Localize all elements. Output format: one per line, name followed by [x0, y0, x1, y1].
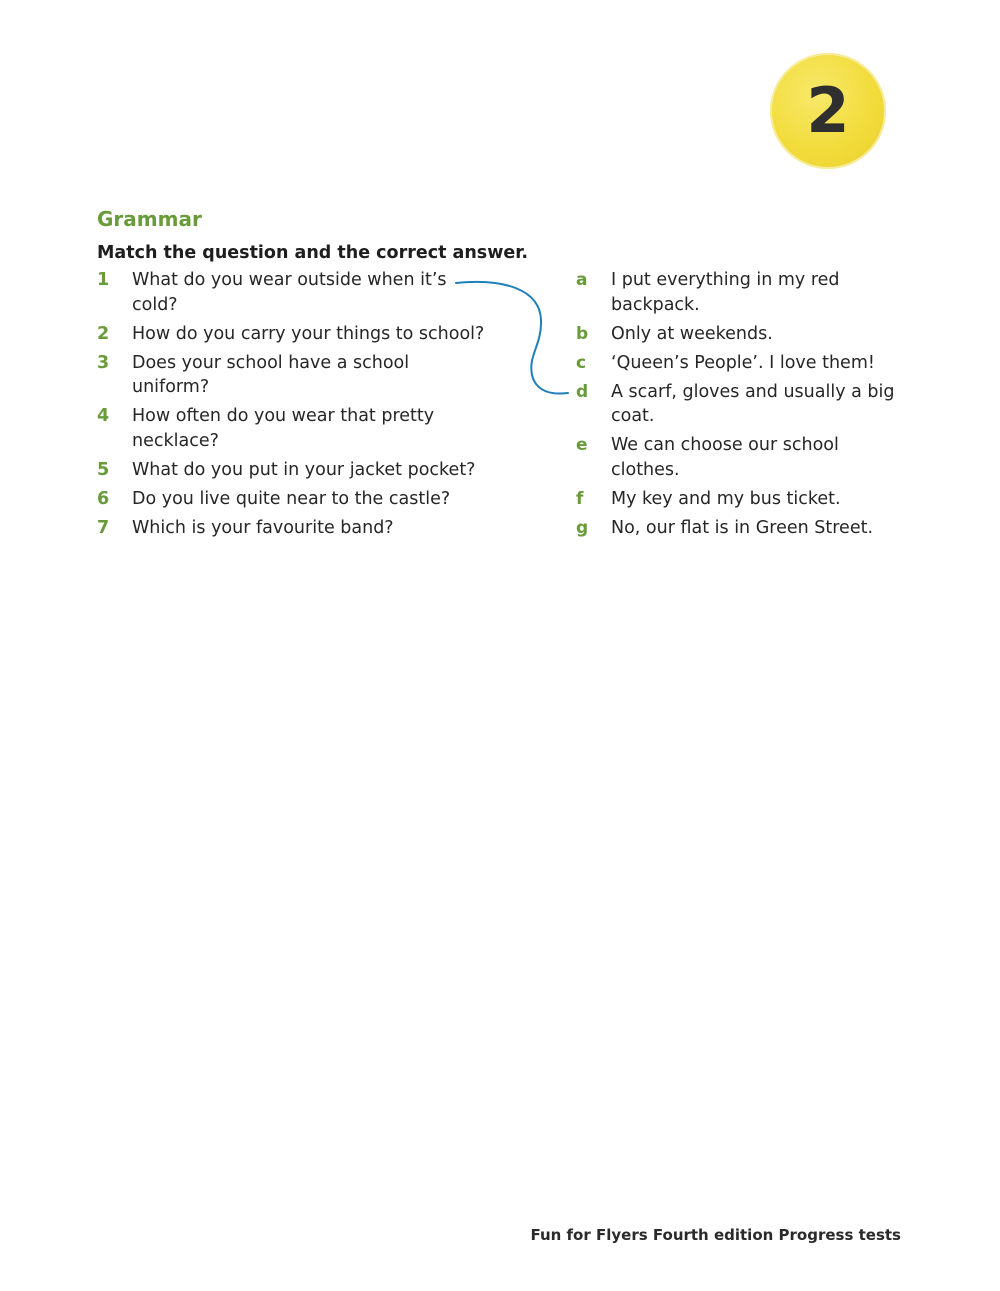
- question-number: 2: [97, 323, 110, 344]
- question-item[interactable]: [97, 516, 517, 541]
- question-text: Do you live quite near to the castle?: [132, 488, 451, 509]
- question-item[interactable]: [97, 351, 517, 400]
- question-text: What do you wear outside when it’s cold?: [132, 270, 447, 315]
- question-text: Does your school have a school uniform?: [132, 352, 410, 397]
- answer-text: My key and my bus ticket.: [611, 488, 841, 509]
- answer-list: [576, 268, 916, 545]
- question-item[interactable]: [97, 458, 517, 483]
- answer-letter: a: [576, 270, 588, 290]
- question-list: [97, 268, 517, 545]
- answer-text: Only at weekends.: [611, 323, 773, 344]
- answer-text: A scarf, gloves and usually a big coat.: [611, 381, 895, 426]
- answer-text: We can choose our school clothes.: [611, 435, 839, 480]
- answer-item[interactable]: [576, 351, 916, 376]
- answer-letter: g: [576, 517, 589, 538]
- unit-number: 2: [806, 74, 850, 147]
- question-item[interactable]: [97, 487, 517, 512]
- answer-item[interactable]: [576, 433, 916, 482]
- question-text: Which is your favourite band?: [132, 517, 394, 538]
- answer-letter: c: [576, 352, 587, 373]
- answer-letter: e: [576, 435, 588, 455]
- answer-item[interactable]: [576, 322, 916, 347]
- question-text: What do you put in your jacket pocket?: [132, 459, 476, 480]
- answer-text: I put everything in my red backpack.: [611, 270, 840, 315]
- unit-number-badge: [770, 53, 886, 169]
- question-text: How often do you wear that pretty necklace?: [132, 406, 435, 451]
- question-item[interactable]: [97, 322, 517, 347]
- answer-text: No, our flat is in Green Street.: [611, 517, 874, 538]
- footer-title: Fun for Flyers Fourth edition Progress tests: [530, 1226, 901, 1244]
- question-number: 7: [97, 517, 110, 538]
- section-title: Grammar: [97, 207, 202, 231]
- question-number: 5: [97, 459, 110, 480]
- answer-letter: b: [576, 323, 589, 344]
- answer-item[interactable]: [576, 487, 916, 512]
- answer-letter: f: [576, 488, 584, 509]
- question-number: 4: [97, 406, 110, 426]
- answer-letter: d: [576, 381, 589, 402]
- question-text: How do you carry your things to school?: [132, 323, 485, 344]
- answer-text: ‘Queen’s People’. I love them!: [611, 352, 875, 373]
- instruction: Match the question and the correct answer.: [97, 243, 529, 263]
- answer-item[interactable]: [576, 268, 916, 317]
- question-number: 6: [97, 488, 110, 509]
- answer-item[interactable]: [576, 516, 916, 541]
- question-item[interactable]: [97, 268, 517, 317]
- question-number: 1: [97, 270, 110, 290]
- answer-item[interactable]: [576, 380, 916, 429]
- question-item[interactable]: [97, 404, 517, 453]
- question-number: 3: [97, 352, 110, 373]
